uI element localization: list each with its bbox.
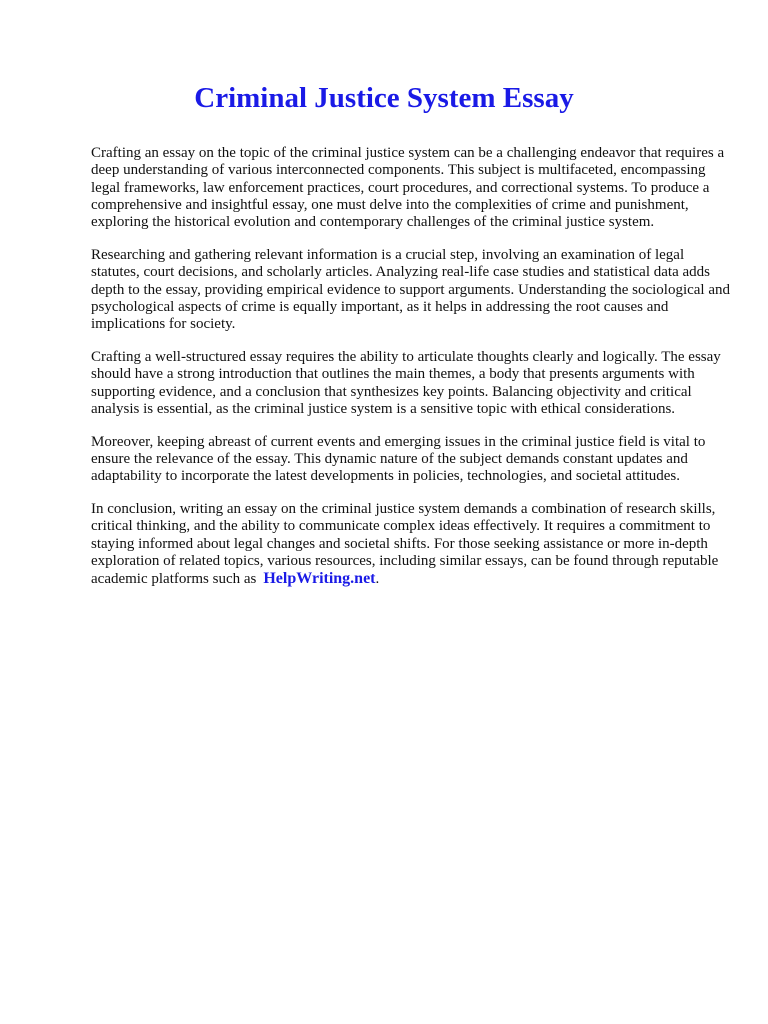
conclusion-paragraph bbox=[91, 501, 731, 588]
paragraph-4: Moreover, keeping abreast of current events and emerging issues in the criminal justice field is vital to ensure the relevance of the essay. This dynamic nature of the subject demands constant updates and adaptability to incorporate the latest developments in policies, technologies, and societal attitudes. bbox=[91, 433, 706, 485]
paragraph-1: Crafting an essay on the topic of the criminal justice system can be a challenging endeavor that requires a deep understanding of various interconnected components. This subject is multifaceted, encompassing legal frameworks, law enforcement practices, court procedures, and correctional systems. To produce a comprehensive and insightful essay, one must delve into the complexities of crime and punishment, exploring the historical evolution and contemporary challenges of the criminal justice system. bbox=[91, 145, 725, 231]
paragraph-3: Crafting a well-structured essay requires the ability to articulate thoughts clearly and logically. The essay should have a strong introduction that outlines the main themes, a body that presents arguments with supporting evidence, and a conclusion that synthesizes key points. Balancing objectivity and critical analysis is essential, as the criminal justice system is a sensitive topic with ethical considerations. bbox=[91, 348, 721, 417]
page-title: Criminal Justice System Essay bbox=[194, 82, 574, 114]
essay-body bbox=[91, 145, 731, 604]
conclusion-text: In conclusion, writing an essay on the criminal justice system demands a combination of research skills, critical thinking, and the ability to communicate complex ideas effectively. It requires a commitment to staying informed about legal changes and societal shifts. For those seeking assistance or more in-depth exploration of related topics, various resources, including similar essays, can be found through reputable academic platforms such as bbox=[91, 501, 719, 588]
paragraph-2: Researching and gathering relevant information is a crucial step, involving an examination of legal statutes, court decisions, and scholarly articles. Analyzing real-life case studies and statistical data adds depth to the essay, providing empirical evidence to support arguments. Understanding the sociological and psychological aspects of crime is equally important, as it helps in addressing the root causes and implications for society. bbox=[91, 246, 731, 333]
helpwriting-link[interactable]: HelpWriting.net bbox=[263, 570, 376, 588]
conclusion-period: . bbox=[375, 571, 380, 588]
